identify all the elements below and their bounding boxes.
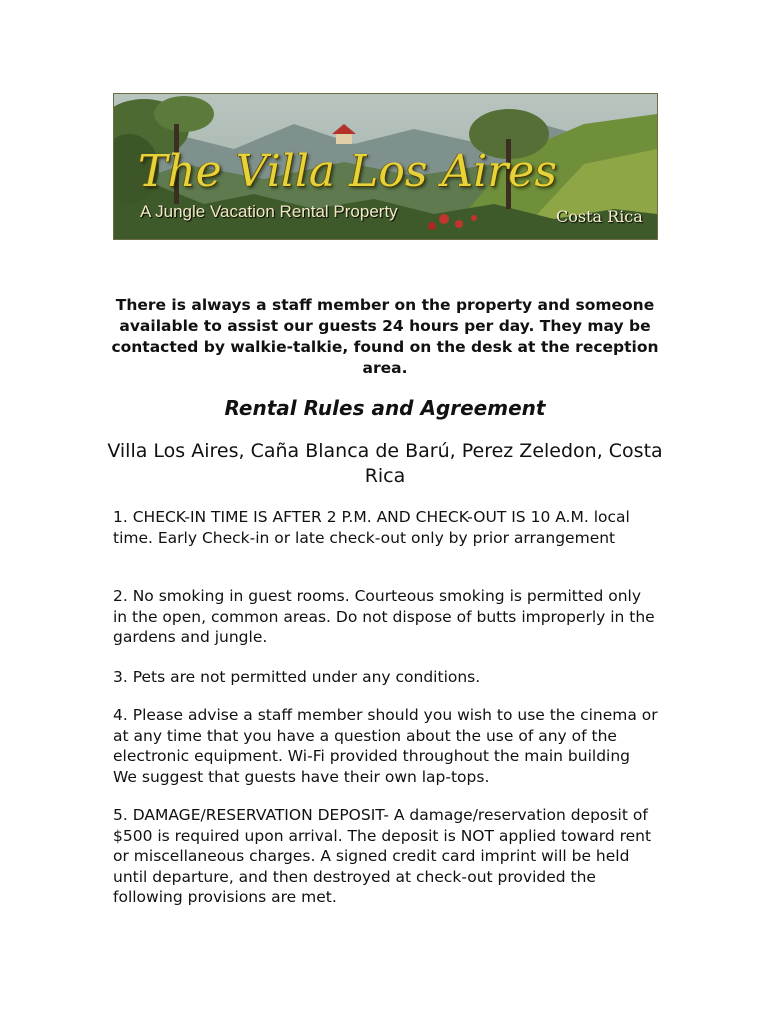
banner-subtitle: A Jungle Vacation Rental Property: [140, 202, 398, 221]
banner-country: Costa Rica: [556, 207, 643, 226]
property-location: Villa Los Aires, Caña Blanca de Barú, Perez Zeledon, Costa Rica: [107, 440, 663, 487]
rule-item: 4. Please advise a staff member should you wish to use the cinema or at any time that you have a question about the use of any of the electronic equipment. Wi-Fi provided throughout the main building We suggest that guests have their own lap-tops.: [113, 706, 658, 786]
rule-item: 3. Pets are not permitted under any conditions.: [113, 668, 481, 686]
rule-item: 1. CHECK-IN TIME IS AFTER 2 P.M. AND CHECK-OUT IS 10 A.M. local time. Early Check-in or late check-out only by prior arrangement: [113, 508, 630, 547]
rule-item: 2. No smoking in guest rooms. Courteous smoking is permitted only in the open, common areas. Do not dispose of butts improperly in the gardens and jungle.: [113, 587, 655, 647]
rule-item: 5. DAMAGE/RESERVATION DEPOSIT- A damage/reservation deposit of $500 is required upon arrival. The deposit is NOT applied toward rent or miscellaneous charges. A signed credit card imprint will be held until departure, and then destroyed at check-out provided the following provisions are met.: [113, 806, 652, 907]
document-heading: Rental Rules and Agreement: [224, 396, 546, 420]
villa-banner-image: [113, 93, 658, 240]
staff-notice: There is always a staff member on the property and someone available to assist our guests 24 hours per day. They may be contacted by walkie-talkie, found on the desk at the reception area.: [111, 296, 659, 377]
banner-title: The Villa Los Aires: [138, 146, 557, 197]
